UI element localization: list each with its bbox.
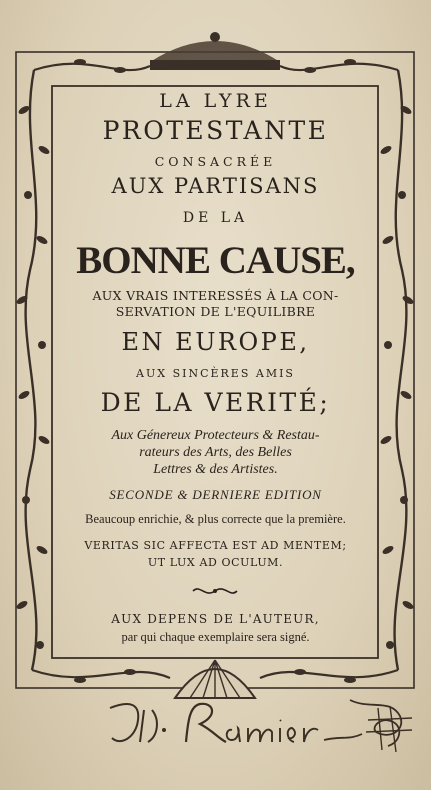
enriched-line: Beaucoup enrichie, & plus correcte que la première. bbox=[85, 512, 346, 526]
edition-line: SECONDE & DERNIERE EDITION bbox=[109, 487, 322, 502]
title-line-2: PROTESTANTE bbox=[102, 116, 329, 145]
motto-line-2: UT LUX AD OCULUM. bbox=[147, 556, 284, 569]
subtitle-line-8: SERVATION DE L'EQUILIBRE bbox=[115, 304, 316, 319]
title-line-5: DE LA bbox=[182, 210, 249, 226]
title-line-4: AUX PARTISANS bbox=[111, 174, 320, 198]
handwritten-signature bbox=[100, 680, 430, 770]
dedication-line-13: rateurs des Arts, des Belles bbox=[139, 445, 292, 460]
motto-line-1: VERITAS SIC AFFECTA EST AD MENTEM; bbox=[84, 539, 347, 552]
dedication-line-12: Aux Génereux Protecteurs & Restau- bbox=[111, 428, 320, 443]
subtitle-line-9: EN EUROPE, bbox=[121, 328, 310, 356]
title-line-3: CONSACRÉE bbox=[154, 154, 277, 169]
divider-ornament bbox=[190, 584, 240, 598]
title-main: BONNE CAUSE, bbox=[76, 239, 355, 282]
subtitle-line-10: AUX SINCÈRES AMIS bbox=[136, 367, 295, 380]
title-text-block bbox=[62, 84, 369, 654]
dedication-line-14: Lettres & des Artistes. bbox=[153, 462, 278, 477]
imprint-line-2: par qui chaque exemplaire sera signé. bbox=[121, 630, 310, 644]
subtitle-line-11: DE LA VERITÉ; bbox=[100, 388, 331, 417]
title-line-1: LA LYRE bbox=[159, 90, 272, 112]
imprint-line-1: AUX DEPENS DE L'AUTEUR, bbox=[111, 612, 320, 626]
subtitle-line-7: AUX VRAIS INTERESSÉS À LA CON- bbox=[92, 288, 339, 303]
